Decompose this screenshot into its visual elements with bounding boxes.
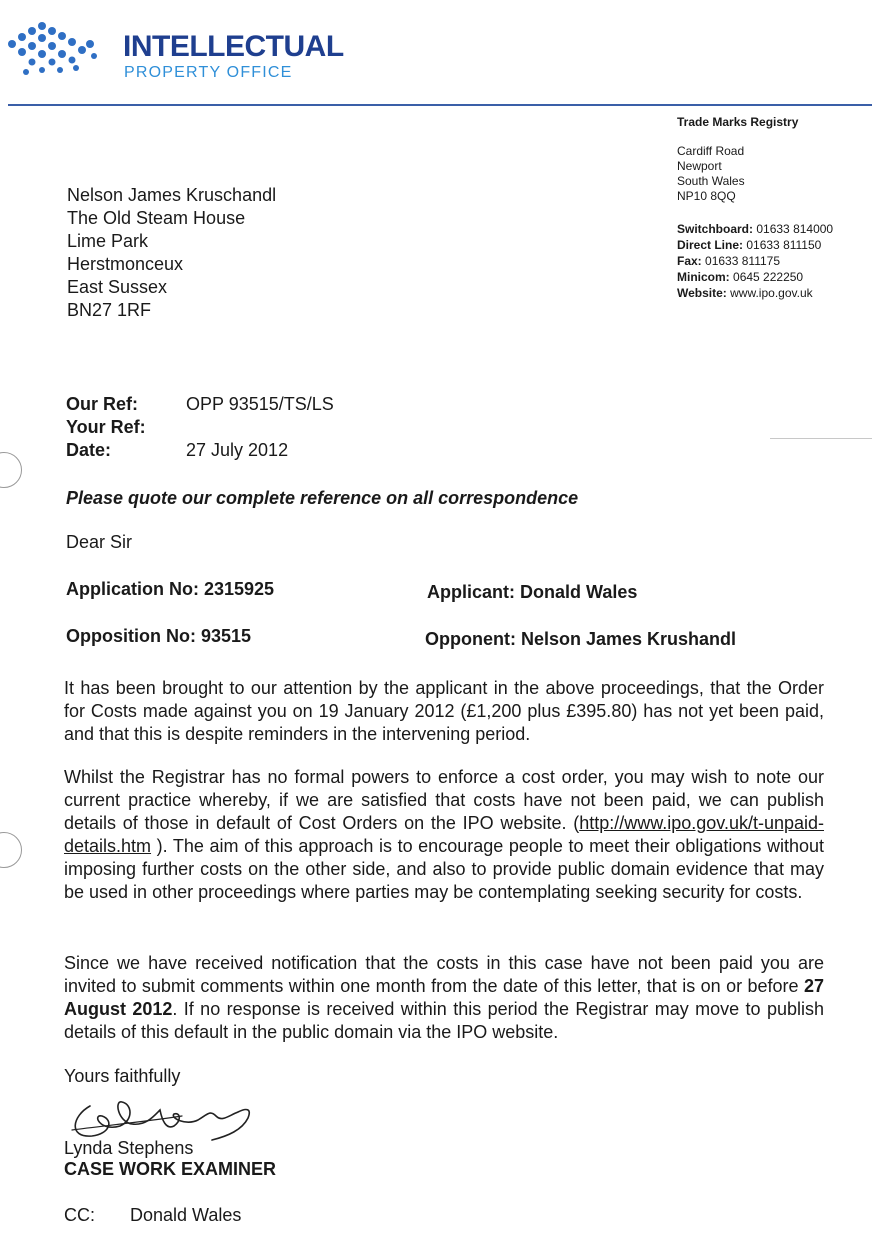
body-paragraph-1: It has been brought to our attention by the applicant in the above proceedings, that the Order for Costs made against you on 19 January 2012 (£1,200 plus £395.80) has not yet been paid, and that this is despite reminders in the intervening period. bbox=[64, 678, 824, 744]
recipient-line: East Sussex bbox=[67, 277, 168, 297]
body-paragraph-2: Whilst the Registrar has no formal powers to enforce a cost order, you may wish to note our current practice whereby, if we are satisfied that costs have not been paid, we can publish details of those in default of Cost Orders on the IPO website. (http://www.ipo.gov.uk/t-unpaid-details.htm ). The aim of this approach is to encourage people to meet their obligations without imposing further costs on the other side, and also to provide public domain evidence that may be used in other proceedings where parties may be contemplating seeking security for costs. bbox=[64, 767, 824, 902]
carbon-copy bbox=[64, 1205, 241, 1226]
cc-label: CC: bbox=[64, 1205, 95, 1225]
your-ref-row bbox=[66, 416, 334, 439]
address-line: NP10 8QQ bbox=[677, 189, 736, 203]
unpaid-details-link[interactable]: http://www.ipo.gov.uk/t-unpaid-details.htm bbox=[64, 813, 824, 856]
handwritten-signature-icon bbox=[62, 1086, 262, 1146]
quote-reference-notice: Please quote our complete reference on all correspondence bbox=[66, 488, 579, 508]
recipient-line: Lime Park bbox=[67, 231, 149, 251]
opposition-number: Opposition No: 93515 bbox=[66, 626, 252, 646]
logo-subtitle: PROPERTY OFFICE bbox=[124, 64, 293, 81]
our-ref-row bbox=[66, 393, 334, 416]
cc-recipient: Donald Wales bbox=[130, 1205, 242, 1225]
closing: Yours faithfully bbox=[64, 1066, 181, 1086]
salutation: Dear Sir bbox=[66, 532, 133, 552]
our-ref-label: Our Ref: bbox=[66, 394, 138, 414]
logo-title: INTELLECTUAL bbox=[123, 30, 344, 63]
applicant-name: Applicant: Donald Wales bbox=[427, 582, 638, 602]
date-value: 27 July 2012 bbox=[186, 440, 289, 460]
address-line: Newport bbox=[677, 159, 722, 173]
address-line: South Wales bbox=[677, 174, 745, 188]
reference-block bbox=[66, 393, 334, 462]
contact-switchboard: Switchboard: 01633 814000 bbox=[677, 222, 834, 236]
opponent-name: Opponent: Nelson James Krushandl bbox=[425, 629, 737, 649]
application-number: Application No: 2315925 bbox=[66, 579, 275, 599]
contact-direct-line: Direct Line: 01633 811150 bbox=[677, 238, 822, 252]
our-ref-value: OPP 93515/TS/LS bbox=[186, 394, 334, 414]
deadline-date: 27 August 2012 bbox=[64, 976, 824, 1019]
punch-hole-mark bbox=[0, 832, 22, 868]
scan-artifact-line bbox=[770, 438, 872, 439]
contact-minicom: Minicom: 0645 222250 bbox=[677, 270, 804, 284]
address-line: Cardiff Road bbox=[677, 144, 745, 158]
contact-website: Website: www.ipo.gov.uk bbox=[677, 286, 813, 300]
registry-name: Trade Marks Registry bbox=[677, 115, 799, 129]
date-row bbox=[66, 439, 334, 462]
registry-address bbox=[677, 144, 745, 204]
recipient-address bbox=[67, 184, 276, 322]
recipient-line: Herstmonceux bbox=[67, 254, 184, 274]
body-paragraph-3: Since we have received notification that the costs in this case have not been paid you are invited to submit comments within one month from the date of this letter, that is on or before 27 August 2012. If no response is received within this period the Registrar may move to publish details of this default in the public domain via the IPO website. bbox=[64, 953, 824, 1042]
header-divider bbox=[8, 104, 872, 106]
recipient-line: BN27 1RF bbox=[67, 300, 152, 320]
registry-contacts bbox=[677, 221, 833, 301]
signer-title: CASE WORK EXAMINER bbox=[64, 1159, 277, 1179]
recipient-line: Nelson James Kruschandl bbox=[67, 185, 277, 205]
ipo-logo-icon bbox=[4, 22, 104, 82]
recipient-line: The Old Steam House bbox=[67, 208, 246, 228]
punch-hole-mark bbox=[0, 452, 22, 488]
signer-name: Lynda Stephens bbox=[64, 1138, 194, 1158]
your-ref-label: Your Ref: bbox=[66, 417, 146, 437]
contact-fax: Fax: 01633 811175 bbox=[677, 254, 780, 268]
date-label: Date: bbox=[66, 440, 112, 460]
